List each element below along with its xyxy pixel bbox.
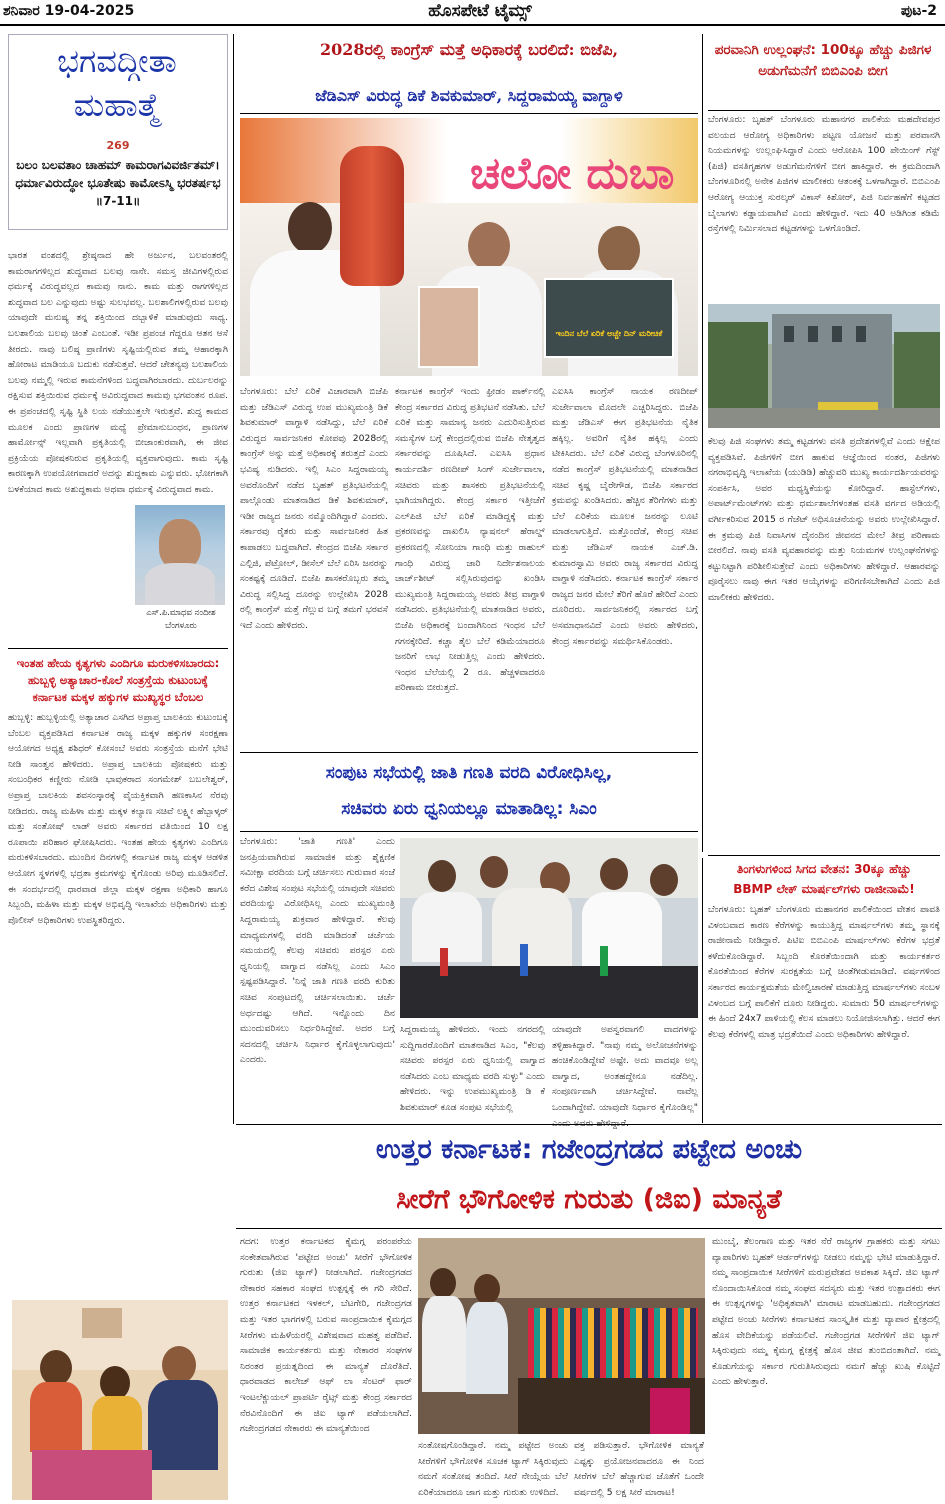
lead-column-3: ಎಐಸಿಸಿ ಕಾಂಗ್ರೆಸ್ ನಾಯಕ ರಣದೀಪ್ ಸುರ್ಜೇವಾಲಾ ಮೊದಲೇ ಎಚ್ಚರಿಸಿದ್ದರು. ಬಿಜೆಪಿ ಮತ್ತು ಜೆಡಿಎಸ್ ಈಗ ಪ್ರತಿಭಟನೆಯ ನೈತಿಕ ಹಕ್ಕಿಲ್ಲ. ಅವರಿಗೆ ನೈತಿಕ ಹಕ್ಕಿಲ್ಲ ಎಂದು ಟೀಕಿಸಿದರು. ಬೆಲೆ ಏರಿಕೆ ವಿರುದ್ಧ ಬೆಂಗಳೂರಿನಲ್ಲಿ ನಡೆದ ಕಾಂಗ್ರೆಸ್ ಪ್ರತಿಭಟನೆಯಲ್ಲಿ ಮಾತನಾಡಿದ ಸಚಿವ ಕೃಷ್ಣ ಬೈರೇಗೌಡ, ಬಿಜೆಪಿ ಸರ್ಕಾರದ ಕ್ರಮವನ್ನು ಖಂಡಿಸಿದರು. ಹೆಚ್ಚಿನ ತೆರಿಗೆಗಳು ಮತ್ತು ಬೆಲೆ ಏರಿಕೆಯ ಮೂಲಕ ಜನರನ್ನು ಲೂಟಿ ಮಾಡಲಾಗುತ್ತಿದೆ. ಮತ್ತೊಂದೆಡೆ, ಕೇಂದ್ರ ಸಚಿವ ಮತ್ತು ಜೆಡಿಎಸ್ ನಾಯಕ ಎಚ್.ಡಿ. ಕುಮಾರಸ್ವಾಮಿ ಅವರು ರಾಜ್ಯ ಸರ್ಕಾರದ ವಿರುದ್ಧ ವಾಗ್ದಾಳಿ ನಡೆಸಿದರು. ಕರ್ನಾಟಕ ಕಾಂಗ್ರೆಸ್ ಸರ್ಕಾರ ರಾಜ್ಯದ ಜನರ ಮೇಲೆ ತೆರಿಗೆ ಹೊರೆ ಹೇರಿದೆ ಎಂದು ದೂರಿದರು. ಸಾರ್ವಜನಿಕರಲ್ಲಿ ಸರ್ಕಾರದ ಬಗ್ಗೆ ಅಸಮಾಧಾನವಿದೆ ಎಂದು ಅವರು ಹೇಳಿದರು, ಕೇಂದ್ರ ಸರ್ಕಾರವನ್ನು ಸಮರ್ಥಿಸಿಕೊಂಡರು. <box>552 386 701 647</box>
bbmp-building-photo <box>708 304 940 428</box>
child-story-body: ಹುಬ್ಬಳ್ಳಿ: ಹುಬ್ಬಳ್ಳಿಯಲ್ಲಿ ಅತ್ಯಾಚಾರ ಎಸಗಿದ ಅಪ್ರಾಪ್ತ ಬಾಲಕಿಯ ಕುಟುಂಬಕ್ಕೆ ಬೆಂಬಲ ವ್ಯಕ್ತಪಡಿಸಿದ ಕರ್ನಾಟಕ ರಾಜ್ಯ ಮಕ್ಕಳ ಹಕ್ಕುಗಳ ಸಂರಕ್ಷಣಾ ಆಯೋಗದ ಅಧ್ಯಕ್ಷ ಶಶಿಧರ್ ಕೋಸಂಬೆ ಅವರು ಸಂತ್ರಸ್ತೆಯ ಮನೆಗೆ ಭೇಟಿ ನೀಡಿ ಸಾಂತ್ವನ ಹೇಳಿದರು. ಅಪ್ರಾಪ್ತ ಬಾಲಕಿಯ ಪೋಷಕರು ಮತ್ತು ಸಂಬಂಧಿಕರ ಕಣ್ಣೀರು ನೋಡಿ ಭಾವುಕರಾದ ಸಂಗಮೇಶ್ ಬಬಲೇಶ್ವರ್, ಅಪ್ರಾಪ್ತ ಬಾಲಕಿಯ ಶವಸಂಸ್ಕಾರಕ್ಕೆ ವೈಯಕ್ತಿಕವಾಗಿ ಹಣಕಾಸಿನ ನೆರವು ನೀಡಿದರು. ರಾಜ್ಯ ಮಹಿಳಾ ಮತ್ತು ಮಕ್ಕಳ ಕಲ್ಯಾಣ ಸಚಿವೆ ಲಕ್ಷ್ಮೀ ಹೆಬ್ಬಾಳ್ಕರ್ ಮತ್ತು ಸಂತೋಷ್ ಲಾಡ್ ಅವರು ಸರ್ಕಾರದ ವತಿಯಿಂದ 10 ಲಕ್ಷ ರೂಪಾಯಿ ಪರಿಹಾರ ಘೋಷಿಸಿದರು. ಇಂತಹ ಹೇಯ ಕೃತ್ಯಗಳು ಎಂದಿಗೂ ಮರುಕಳಿಸಬಾರದು. ಮುಂದಿನ ದಿನಗಳಲ್ಲಿ ಕರ್ನಾಟಕ ರಾಜ್ಯ ಮಕ್ಕಳ ಆಡಳಿತ ಆಯೋಗ ಸ್ಥಳಗಳಲ್ಲಿ ಭದ್ರತಾ ಕ್ರಮಗಳನ್ನು ಕೈಗೊಂಡು ಅರಿವು ಮೂಡಿಸಲಿದೆ. ಈ ಸಂದರ್ಭದಲ್ಲಿ ಧಾರವಾಡ ಜಿಲ್ಲಾ ಮಕ್ಕಳ ರಕ್ಷಣಾ ಅಧಿಕಾರಿ ಹಾಗೂ ಸಿಬ್ಬಂದಿ, ಮಹಿಳಾ ಮತ್ತು ಮಕ್ಕಳ ಅಭಿವೃದ್ಧಿ ಇಲಾಖೆಯ ಅಧಿಕಾರಿಗಳು ಮತ್ತು ಪೊಲೀಸ್ ಅಧಿಕಾರಿಗಳು ಉಪಸ್ಥಿತರಿದ್ದರು. <box>8 712 231 926</box>
saree-column-left: ಗದಗ: ಉತ್ತರ ಕರ್ನಾಟಕದ ಕೈಮಗ್ಗ ಪರಂಪರೆಯ ಸಂಕೇತವಾಗಿರುವ 'ಪಟ್ಟೇದ ಅಂಚು' ಸೀರೆಗೆ ಭೌಗೋಳಿಕ ಗುರುತು (ಜಿಐ ಟ್ಯಾಗ್) ನೀಡಲಾಗಿದೆ. ಗಜೇಂದ್ರಗಡದ ನೇಕಾರರ ಸಹಕಾರ ಸಂಘದ ಉತ್ಪನ್ನಕ್ಕೆ ಈ ಗರಿ ಸೇರಿದೆ. ಉತ್ತರ ಕರ್ನಾಟಕದ ಇಳಕಲ್, ಬೆಟಗೇರಿ, ಗಜೇಂದ್ರಗಡ ಮತ್ತು ಇತರ ಭಾಗಗಳಲ್ಲಿ ಬರುವ ಸಾಂಪ್ರದಾಯಿಕ ಕೈಮಗ್ಗದ ಸೀರೆಗಳು ಮಹಿಳೆಯರಲ್ಲಿ ವಿಶೇಷವಾದ ಮಹತ್ವ ಪಡೆದಿವೆ. ಸಾಮಾಜಿಕ ಕಾರ್ಯಕರ್ತರು ಮತ್ತು ನೇಕಾರರ ಸಂಘಗಳ ನಿರಂತರ ಪ್ರಯತ್ನದಿಂದ ಈ ಮಾನ್ಯತೆ ದೊರೆತಿದೆ. ಧಾರವಾಡದ ಕಾಲೇಜ್ ಆಫ್ ಲಾ ಸೆಂಟರ್ ಫಾರ್ ಇಂಟಲೆಕ್ಚುಯಲ್ ಪ್ರಾಪರ್ಟಿ ರೈಟ್ಸ್ ಮತ್ತು ಕೇಂದ್ರ ಸರ್ಕಾರದ ನೆರವಿನೊಂದಿಗೆ ಈ ಜಿಐ ಟ್ಯಾಗ್ ಪಡೆಯಲಾಗಿದೆ. ಗಜೇಂದ್ರಗಡದ ನೇಕಾರರು ಈ ಮಾನ್ಯತೆಯಿಂದ <box>240 1236 415 1435</box>
issue-date: ಶನಿವಾರ 19-04-2025 <box>3 3 135 19</box>
saree-column-mid-2: ವಕ್ತ ಪಡಿಸುತ್ತಾರೆ. ಭೌಗೋಳಿಕ ಮಾನ್ಯತೆ ಎಷ್ಟಕ್ಕು ಪ್ರಯೋಜನವಾದರೂ ಈ ನಿಂದ ಸೀರೆಗಳ ಬೆಲೆ ಹೆಚ್ಚಾಗುವ ಜೊತೆಗೆ ಒಂದೇ ವರ್ಷದಲ್ಲಿ 5 ಲಕ್ಷ ಸೀರೆ ಮಾರಾಟ! <box>574 1440 707 1498</box>
saree-headline-2: ಸೀರೆಗೆ ಭೌಗೋಳಿಕ ಗುರುತು (ಜಿಐ) ಮಾನ್ಯತೆ <box>396 1184 782 1215</box>
lead-photo <box>240 118 698 376</box>
child-story-headline: ಇಂತಹ ಹೇಯ ಕೃತ್ಯಗಳು ಎಂದಿಗೂ ಮರುಕಳಿಸಬಾರದು: ಹುಬ್ಬಳ್ಳಿ ಅತ್ಯಾಚಾರ-ಕೊಲೆ ಸಂತ್ರಸ್ತೆಯ ಕುಟುಂಬಕ್ಕೆ ಕರ್ನಾಟಕ ಮಕ್ಕಳ ಹಕ್ಕುಗಳ ಮುಖ್ಯಸ್ಥರ ಬೆಂಬಲ <box>16 656 220 704</box>
salary-body: ಬೆಂಗಳೂರು: ಬೃಹತ್ ಬೆಂಗಳೂರು ಮಹಾನಗರ ಪಾಲಿಕೆಯಿಂದ ವೇತನ ಪಾವತಿ ವಿಳಂಬವಾದ ಕಾರಣ ಕೆರೆಗಳನ್ನು ಕಾಯುತ್ತಿದ್ದ ಮಾರ್ಷಲ್‌ಗಳು ತಮ್ಮ ಸ್ಥಾನಕ್ಕೆ ರಾಜೀನಾಮೆ ನೀಡಿದ್ದಾರೆ. ಪಿಟಿಐ ಬಿಬಿಎಂಪಿ ಮಾರ್ಷಲ್‌ಗಳು ಕೆರೆಗಳ ಭದ್ರತೆ ಕಳೆದುಕೊಂಡಿದ್ದಾರೆ. ಸಿಬ್ಬಂದಿ ಕೊರತೆಯಿಂದಾಗಿ ಮತ್ತು ಕಾರ್ಯಕರ್ತರ ಕೊರತೆಯಿಂದ ಕೆರೆಗಳ ಸುರಕ್ಷತೆಯ ಬಗ್ಗೆ ಚಿಂತೆಗೀಡುಮಾಡಿದೆ. ವರ್ಷಗಳಿಂದ ಸರ್ಕಾರದ ಕಾರ್ಯಕ್ಷಮತೆಯ ಮೇಲ್ವಿಚಾರಣೆ ಮಾಡುತ್ತಿದ್ದ ಮಾರ್ಷಲ್‌ಗಳು ಸಂಬಳ ವಿಳಂಬದ ಬಗ್ಗೆ ಪಾಲಿಕೆಗೆ ದೂರು ನೀಡಿದ್ದರು. ಸುಮಾರು 50 ಮಾರ್ಷಲ್‌ಗಳನ್ನು ಈ ಹಿಂದೆ 24x7 ಪಾಳಿಯಲ್ಲಿ ಕೆಲಸ ಮಾಡಲು ನಿಯೋಜಿಸಲಾಗಿತ್ತು. ಆದರೆ ಈಗ ಕೆಲವು ಕೆರೆಗಳಲ್ಲಿ ಮಾತ್ರ ಭದ್ರತೆಯಿದೆ ಎಂದು ಅಧಿಕಾರಿಗಳು ಹೇಳಿದ್ದಾರೆ. <box>708 904 943 1040</box>
gita-verse: ಬಲಂ ಬಲವತಾಂ ಚಾಹಮ್ ಕಾಮರಾಗವಿವರ್ಜಿತಮ್। ಧರ್ಮಾವಿರುದ್ಧೋ ಭೂತೇಷು ಕಾಮೋಽಸ್ಮಿ ಭರತರ್ಷಭ ॥7-11॥ <box>15 158 221 208</box>
author-name: ಎಸ್.ಪಿ.ಮಾಧವ ನಂದೀಶ <box>146 608 216 618</box>
saree-column-right: ಮುಂಬೈ, ತೆಲಂಗಾಣ ಮತ್ತು ಇತರ ನೆರೆ ರಾಜ್ಯಗಳ ಗ್ರಾಹಕರು ಮತ್ತು ಸಗಟು ವ್ಯಾಪಾರಿಗಳು ಬೃಹತ್ ಆರ್ಡರ್‌ಗಳನ್ನು ನೀಡಲು ನಮ್ಮನ್ನು ಭೇಟಿ ಮಾಡುತ್ತಿದ್ದಾರೆ. ನಮ್ಮ ಸಾಂಪ್ರದಾಯಿಕ ಸೀರೆಗಳಿಗೆ ಮರುಪ್ರವೇಶದ ಅವಕಾಶ ಸಿಕ್ಕಿದೆ. ಜಿಐ ಟ್ಯಾಗ್ ನೊಂದಾಯಿಸಿಕೊಂಡ ನಮ್ಮ ಸಂಘದ ಸದಸ್ಯರು ಮತ್ತು ಇತರ ಉತ್ಪಾದಕರು ಈಗ ಈ ಉತ್ಪನ್ನಗಳನ್ನು 'ಅಧಿಕೃತವಾಗಿ' ಮಾರಾಟ ಮಾಡಬಹುದು. ಗಜೇಂದ್ರಗಡದ ಪಟ್ಟೇದ ಅಂಚು ಸೀರೆಗಳು ಕರ್ನಾಟಕದ ಸಾಂಸ್ಕೃತಿಕ ಮತ್ತು ವ್ಯಾಪಾರ ಕ್ಷೇತ್ರದಲ್ಲಿ ಹೊಸ ವೇದಿಕೆಯನ್ನು ಪಡೆಯಲಿವೆ. ಗಜೇಂದ್ರಗಡ ಸೀರೆಗಳಿಗೆ ಜಿಐ ಟ್ಯಾಗ್ ಸಿಕ್ಕಿರುವುದು ನಮ್ಮ ಕೈಮಗ್ಗ ಕ್ಷೇತ್ರಕ್ಕೆ ಹೊಸ ಜೀವ ತುಂಬಿದಂತಾಗಿದೆ. ನಮ್ಮ ಕೊಡುಗೆಯನ್ನು ಸರ್ಕಾರ ಗುರುತಿಸಿರುವುದು ನಮಗೆ ಹೆಚ್ಚು ಖುಷಿ ಕೊಟ್ಟಿದೆ ಎಂದು ಹೇಳುತ್ತಾರೆ. <box>712 1236 943 1388</box>
gita-title: ಭಗವದ್ಗೀತಾ ಮಹಾತ್ಮೆ <box>57 42 177 124</box>
salary-headline-1: ತಿಂಗಳುಗಳಿಂದ ಸಿಗದ ವೇತನ: 30ಕ್ಕೂ ಹೆಚ್ಚು <box>736 862 912 876</box>
lead-headline-1: 2028ರಲ್ಲಿ ಕಾಂಗ್ರೆಸ್ ಮತ್ತೆ ಅಧಿಕಾರಕ್ಕೆ ಬರಲಿದೆ: ಬಿಜೆಪಿ, <box>319 40 619 59</box>
salary-headline-2: BBMP ಲೇಕ್ ಮಾರ್ಷಲ್‌ಗಳು ರಾಜೀನಾಮೆ! <box>733 882 915 896</box>
saree-column-mid: ಸಂತೋಷಗೊಂಡಿದ್ದಾರೆ. ನಮ್ಮ ಪಟ್ಟೇದ ಅಂಚು ಸೀರೆಗಳಿಗೆ ಭೌಗೋಳಿಕ ಸೂಚಕ ಟ್ಯಾಗ್ ಸಿಕ್ಕಿರುವುದು ನಮಗೆ ಸಂತೋಷ ತಂದಿದೆ. ಸೀರೆ ನೇಯ್ಗೆಯ ಬೆಲೆ ಏರಿಕೆಯಾದರೂ ಜಾಗ ಮತ್ತು ಗುರುತು ಉಳಿದಿದೆ. <box>418 1440 571 1498</box>
gita-body: ಭಾರತ ವಂಶದಲ್ಲಿ ಶ್ರೇಷ್ಠನಾದ ಹೇ ಅರ್ಜುನ, ಬಲವಂತರಲ್ಲಿ ಕಾಮರಾಗಗಳಿಲ್ಲದ ಶುದ್ಧವಾದ ಬಲವು ನಾನೇ. ಸಮಸ್ತ ಜೀವಿಗಳಲ್ಲಿರುವ ಧರ್ಮಕ್ಕೆ ವಿರುದ್ಧವಲ್ಲದ ಕಾಮವು ನಾನು. ಕಾಮ ಮತ್ತು ರಾಗಗಳಿಲ್ಲದ ಶುದ್ಧವಾದ ಬಲ ಎನ್ನುವುದು ಅಷ್ಟು ಸುಲಭವಲ್ಲ. ಬಲಶಾಲಿಗಳಲ್ಲಿರುವ ಬಲವು ಯಾವುದೇ ಮನುಷ್ಯ ತನ್ನ ಶಕ್ತಿಯಿಂದ ದಬ್ಬಾಳಿಕೆ ಮಾಡುವುದು ಸಾಧ್ಯ. ಬಲಶಾಲಿಯ ಬಲವು ಚಿಂತೆ ಎಂಬಂತೆ. ಇಡೀ ಪ್ರಪಂಚ ಗೆದ್ದರೂ ಆತನ ಆಸೆ ತೀರದು. ನಾವು ಬಲಿಷ್ಠ ಪ್ರಾಣಿಗಳು ಸೃಷ್ಟಿಯಲ್ಲಿರುವ ತಮ್ಮ ಆಹಾರಕ್ಕಾಗಿ ಹೋರಾಟ ಮಾಡಿಯೂ ಬದುಕು ನಡೆಸುತ್ತವೆ. ಆದರೆ ಚೇತನ್ಯವು ಬಲಶಾಲಿಯ ಬಲವು ನಮ್ಮಲ್ಲಿ ಇರುವ ಕಾಮನೆಗಳಿಂದ ಬದ್ಧವಾಗಿರಬಾರದು. ದುರ್ಬಲರನ್ನು ರಕ್ಷಿಸುವ ಶಕ್ತಿಯಿರುವ ಧರ್ಮಕ್ಕೆ ಅವಿರುದ್ಧವಾದ ಕಾಮವು ಭಗವಂತನ ರೂಪ. ಈ ಪ್ರಪಂಚದಲ್ಲಿ ಸೃಷ್ಟಿ ಸ್ಥಿತಿ ಲಯ ನಡೆಯುತ್ತಲೇ ಇರುತ್ತವೆ. ಶುದ್ಧ ಕಾಮದ ಮೂಲಕ ಎಂದು ಪ್ರಾಣಗಳ ಮಧ್ಯೆ ಪ್ರೇಮಾನುಬಂಧನ, ಪ್ರಾಣಗಳ ಹಾರ್ಮೋನ್ಸ್ ಇಲ್ಲವಾಗಿ ಪ್ರಕೃತಿಯಲ್ಲಿ ಬೀಜಾಂಕುರವಾಗಿ, ಈ ಜೀವ ಪ್ರಕ್ರಿಯೆಯ ಪೋಷಕನಿರುವ ಪ್ರಕೃತಿಯಲ್ಲಿ ವ್ಯಕ್ತವಾಗುವುದು. ಕಾಮ ಸೃಷ್ಟಿ ಕಾರಣಕ್ಕಾಗಿ ಉಪಯೋಗವಾದರೆ ಅದನ್ನು ಶುದ್ಧಕಾಮ ಎನ್ನುವರು. ಭೋಗಕಾಗಿ ಬಳಕೆಯಾದ ಕಾಮ ಅಶುದ್ಧಕಾಮ ಅಥವಾ ಧರ್ಮಕ್ಕೆ ವಿರುದ್ಧವಾದ ಕಾಮ. <box>8 250 231 495</box>
saree-loom-photo <box>418 1238 705 1434</box>
child-story-photo <box>12 1300 228 1500</box>
bbmp-body-bottom: ಕೆಲವು ಪಿಜಿ ಸಂಘಗಳು ತಮ್ಮ ಕಟ್ಟಡಗಳು ವಸತಿ ಪ್ರದೇಶಗಳಲ್ಲಿವೆ ಎಂದು ಆಕ್ಷೇಪ ವ್ಯಕ್ತಪಡಿಸಿವೆ. ಪಿಜಿಗಳಿಗೆ ಬೀಗ ಹಾಕುವ ಆಜ್ಞೆಯಿಂದ ನಂತರ, ಪಿಜಿಗಳು ನಗರಾಭಿವೃದ್ಧಿ ಇಲಾಖೆಯ (ಯುಡಿಡಿ) ಹೆಚ್ಚುವರಿ ಮುಖ್ಯ ಕಾರ್ಯದರ್ಶಿಯವರನ್ನು ಸಂಪರ್ಕಿಸಿ, ಅವರ ಮಧ್ಯಸ್ಥಿಕೆಯನ್ನು ಕೋರಿದ್ದಾರೆ. ಹಾಸ್ಟೆಲ್‌ಗಳು, ಅಪಾರ್ಟ್‌ಮೆಂಟ್‌ಗಳು ಮತ್ತು ಧರ್ಮಶಾಲೆಗಳಂತಹ ವಸತಿ ವರ್ಗದ ಅಡಿಯಲ್ಲಿ ವರ್ಗೀಕರಿಸುವ 2015 ರ ಗೆಜೆಟ್ ಅಧಿಸೂಚನೆಯನ್ನು ಅವರು ಉಲ್ಲೇಖಿಸಿದ್ದಾರೆ. ಈ ಕ್ರಮವು ಪಿಜಿ ನಿವಾಸಿಗಳ ದೈನಂದಿನ ಜೀವನದ ಮೇಲೆ ತೀವ್ರ ಪರಿಣಾಮ ಬೀರಲಿದೆ. ನಾವು ವಸತಿ ವ್ಯವಹಾರವನ್ನು ಮತ್ತು ನಿಯಮಗಳ ಉಲ್ಲಂಘನೆಗಳನ್ನು ಕಟ್ಟುನಿಟ್ಟಾಗಿ ಪರಿಶೀಲಿಸುತ್ತೇವೆ ಎಂದು ಅಧಿಕಾರಿಗಳು ಹೇಳಿದ್ದಾರೆ. ಆಹಾರವನ್ನು ಪೂರೈಸಲು ನಾವು ಈಗ ಇತರ ಆಯ್ಕೆಗಳನ್ನು ಪರಿಗಣಿಸಬೇಕಾಗಿದೆ ಎಂದು ಪಿಜಿ ಮಾಲೀಕರು ಹೇಳಿದರು. <box>708 436 943 603</box>
saree-headline-1: ಉತ್ತರ ಕರ್ನಾಟಕ: ಗಜೇಂದ್ರಗಡದ ಪಟ್ಟೇದ ಅಂಚು <box>375 1134 803 1165</box>
cabinet-column-mid: ಸಿದ್ದರಾಮಯ್ಯ ಹೇಳಿದರು. ಇಂದು ನಗರದಲ್ಲಿ ಸುದ್ದಿಗಾರರೊಂದಿಗೆ ಮಾತನಾಡಿದ ಸಿಎಂ, "ಕೆಲವು ಸಚಿವರು ಪರಸ್ಪರ ಏರು ಧ್ವನಿಯಲ್ಲಿ ವಾಗ್ವಾದ ನಡೆಸಿದರು ಎಂಬ ಮಾಧ್ಯಮ ವರದಿ ಸುಳ್ಳು" ಎಂದು ಹೇಳಿದರು. ಇನ್ನು ಉಪಮುಖ್ಯಮಂತ್ರಿ ಡಿ ಕೆ ಶಿವಕುಮಾರ್ ಕೂಡ ಸಂಪುಟ ಸಭೆಯಲ್ಲಿ <box>400 1024 548 1113</box>
cabinet-photo <box>400 838 698 1018</box>
bbmp-body-top: ಬೆಂಗಳೂರು: ಬೃಹತ್ ಬೆಂಗಳೂರು ಮಹಾನಗರ ಪಾಲಿಕೆಯ ಮಹದೇವಪುರ ವಲಯದ ಆರೋಗ್ಯ ಅಧಿಕಾರಿಗಳು ಪಟ್ಟಣ ಯೋಜನೆ ಮತ್ತು ಪರವಾನಗಿ ನಿಯಮಗಳನ್ನು ಉಲ್ಲಂಘಿಸಿದ್ದಾರೆ ಎಂದು ಆರೋಪಿಸಿ 100 ಪೇಯಿಂಗ್ ಗೆಸ್ಟ್ (ಪಿಜಿ) ವಸತಿಗೃಹಗಳ ಅಡುಗೆಮನೆಗಳಿಗೆ ಬೀಗ ಹಾಕಿದ್ದಾರೆ. ಈ ಕ್ರಮದಿಂದಾಗಿ ಬೆಂಗಳೂರಿನಲ್ಲಿ ಅನೇಕ ಪಿಜಿಗಳ ಮಾಲೀಕರು ಆತಂಕಕ್ಕೆ ಒಳಗಾಗಿದ್ದಾರೆ. ಬಿಬಿಎಂಪಿ ಆರೋಗ್ಯ ಆಯುಕ್ತ ಸುರಲ್ಕರ್ ವಿಕಾಸ್ ಕಿಶೋರ್, ಪಿಜಿ ನಿರ್ವಹಣೆಗೆ ಕಟ್ಟಡದ ಬೈಲಾಗಳು ಕಡ್ಡಾಯವಾಗಿವೆ ಎಂದು ಹೇಳಿದ್ದಾರೆ. ಇದು 40 ಅಡಿಗಿಂತ ಕಡಿಮೆ ರಸ್ತೆಗಳಲ್ಲಿ ನಿರ್ಮಿಸಲಾದ ಕಟ್ಟಡಗಳನ್ನು ಒಳಗೊಂಡಿದೆ. <box>708 114 943 235</box>
gas-cylinder <box>340 146 404 286</box>
lead-headline-2: ಜೆಡಿಎಸ್ ವಿರುದ್ಧ ಡಿಕೆ ಶಿವಕುಮಾರ್, ಸಿದ್ದರಾಮಯ್ಯ ವಾಗ್ದಾಳಿ <box>315 86 623 105</box>
cabinet-column-left: ಬೆಂಗಳೂರು: 'ಜಾತಿ ಗಣತಿ' ಎಂದು ಜನಪ್ರಿಯವಾಗಿರುವ ಸಾಮಾಜಿಕ ಮತ್ತು ಶೈಕ್ಷಣಿಕ ಸಮೀಕ್ಷಾ ವರದಿಯ ಬಗ್ಗೆ ಚರ್ಚಿಸಲು ಗುರುವಾರ ಸಂಜೆ ಕರೆದ ವಿಶೇಷ ಸಂಪುಟ ಸಭೆಯಲ್ಲಿ ಯಾವುದೇ ಸಚಿವರು ವರದಿಯನ್ನು ವಿರೋಧಿಸಿಲ್ಲ ಎಂದು ಮುಖ್ಯಮಂತ್ರಿ ಸಿದ್ದರಾಮಯ್ಯ ಶುಕ್ರವಾರ ಹೇಳಿದ್ದಾರೆ. ಕೆಲವು ಮಾಧ್ಯಮಗಳಲ್ಲಿ ವರದಿ ಮಾಡಿದಂತೆ ಚರ್ಚೆಯ ಸಮಯದಲ್ಲಿ ಕೆಲವು ಸಚಿವರು ಪರಸ್ಪರ ಏರು ಧ್ವನಿಯಲ್ಲಿ ವಾಗ್ವಾದ ನಡೆಸಿಲ್ಲ ಎಂದು ಸಿಎಂ ಸ್ಪಷ್ಟಪಡಿಸಿದ್ದಾರೆ. 'ನಿನ್ನೆ ಜಾತಿ ಗಣತಿ ವರದಿ ಕುರಿತು ಸಚಿವ ಸಂಪುಟದಲ್ಲಿ ಚರ್ಚಿಸಲಾಯಿತು. ಚರ್ಚೆ ಅರ್ಧದಷ್ಟು ಆಗಿದೆ. ಇನ್ನೊಂದು ದಿನ ಮುಂದುವರಿಸಲು ನಿರ್ಧರಿಸಿದ್ದೇವೆ. ಅದರ ಬಗ್ಗೆ ಸದನದಲ್ಲಿ ಚರ್ಚಿಸಿ ನಿರ್ಧಾರ ಕೈಗೊಳ್ಳಲಾಗುವುದು' ಎಂದರು. <box>240 836 398 1066</box>
placard-text: ಇಂದಿನ ಬೆಲೆ ಏರಿಕೆ ಅಚ್ಚೇ ದಿನ್ ಮರೀಚಿಕೆ <box>555 329 663 338</box>
lead-column-1: ಬೆಂಗಳೂರು: ಬೆಲೆ ಏರಿಕೆ ವಿಚಾರವಾಗಿ ಬಿಜೆಪಿ ಮತ್ತು ಜೆಡಿಎಸ್ ವಿರುದ್ಧ ಉಪ ಮುಖ್ಯಮಂತ್ರಿ ಡಿಕೆ ಶಿವಕುಮಾರ್ ವಾಗ್ದಾಳಿ ನಡೆಸಿದ್ದು, ಬೆಲೆ ಏರಿಕೆ ವಿರುದ್ಧದ ಸಾರ್ವಜನಿಕರ ಕೋಪವು 2028ರಲ್ಲಿ ಕಾಂಗ್ರೆಸ್ ಅನ್ನು ಮತ್ತೆ ಅಧಿಕಾರಕ್ಕೆ ತರುತ್ತದೆ ಎಂದು ಭವಿಷ್ಯ ನುಡಿದರು. ಇಲ್ಲಿ ಸಿಎಂ ಸಿದ್ದರಾಮಯ್ಯ ಅವರೊಂದಿಗೆ ನಡೆದ ಬೃಹತ್ ಪ್ರತಿಭಟನೆಯಲ್ಲಿ ಪಾಲ್ಗೊಂಡು ಮಾತನಾಡಿದ ಡಿಕೆ ಶಿವಕುಮಾರ್, ಇಡೀ ರಾಜ್ಯದ ಜನರು ನಮ್ಮೊಂದಿಗಿದ್ದಾರೆ ಎಂದರು. ಸರ್ಕಾರವು ರೈತರು ಮತ್ತು ಸಾರ್ವಜನಿಕರ ಹಿತ ಕಾಪಾಡಲು ಬದ್ಧವಾಗಿದೆ. ಕೇಂದ್ರದ ಬಿಜೆಪಿ ಸರ್ಕಾರ ಎಲ್ಪಿಜಿ, ಪೆಟ್ರೋಲ್, ಡೀಸೆಲ್ ಬೆಲೆ ಏರಿಸಿ ಜನರನ್ನು ಸಂಕಷ್ಟಕ್ಕೆ ದೂಡಿದೆ. ಬಿಜೆಪಿ ಶಾಸಕರೊಬ್ಬರು ತಮ್ಮ ವಿರುದ್ಧ ಸಲ್ಲಿಸಿದ್ದ ದೂರನ್ನು ಉಲ್ಲೇಖಿಸಿ 2028 ರಲ್ಲಿ ಕಾಂಗ್ರೆಸ್ ಮತ್ತೆ ಗೆಲ್ಲುವ ಬಗ್ಗೆ ತಮಗೆ ಭರವಸೆ ಇದೆ ಎಂದು ಹೇಳಿದರು. <box>240 386 391 631</box>
masthead <box>0 0 945 24</box>
photo-banner-text: ಚಲೋ ದುಬಾ <box>470 148 675 199</box>
cabinet-column-right: ಯಾವುದೇ ಅಪಸ್ವರವಾಗಲಿ ವಾದಗಳನ್ನು ತಳ್ಳಿಹಾಕಿದ್ದಾರೆ. "ನಾವು ನಮ್ಮ ಅಲೋಚನೆಗಳನ್ನು ಹಂಚಿಕೊಂಡಿದ್ದೇವೆ ಅಷ್ಟೇ. ಅದು ವಾದವೂ ಅಲ್ಲ ವಾಗ್ವಾದ, ಅಂತಹದ್ದೇನೂ ನಡೆದಿಲ್ಲ. ಸಂಪೂರ್ಣವಾಗಿ ಚರ್ಚಿಸಿದ್ದೇವೆ. ನಾವೆಲ್ಲ ಒಂದಾಗಿದ್ದೇವೆ. ಯಾವುದೇ ನಿರ್ಧಾರ ಕೈಗೊಂಡಿಲ್ಲ" <box>552 1024 698 1113</box>
paper-name: ಹೊಸಪೇಟೆ ಟೈಮ್ಸ್ <box>428 1 532 21</box>
author-photo <box>135 505 225 605</box>
cabinet-headline-1: ಸಂಪುಟ ಸಭೆಯಲ್ಲಿ ಜಾತಿ ಗಣತಿ ವರದಿ ವಿರೋಧಿಸಿಲ್ಲ, <box>325 763 613 783</box>
cabinet-headline-2: ಸಚಿವರು ಏರು ಧ್ವನಿಯಲ್ಲೂ ಮಾತಾಡಿಲ್ಲ: ಸಿಎಂ <box>341 799 597 819</box>
lead-column-2: ಕರ್ನಾಟಕ ಕಾಂಗ್ರೆಸ್ ಇಂದು ಫ್ರೀಡಂ ಪಾರ್ಕ್‌ನಲ್ಲಿ ಕೇಂದ್ರ ಸರ್ಕಾರದ ವಿರುದ್ಧ ಪ್ರತಿಭಟನೆ ನಡೆಸಿತು. ಬೆಲೆ ಏರಿಕೆ ಮತ್ತು ಸಾಮಾನ್ಯ ಜನರು ಎದುರಿಸುತ್ತಿರುವ ಸಮಸ್ಯೆಗಳ ಬಗ್ಗೆ ಕೇಂದ್ರದಲ್ಲಿರುವ ಬಿಜೆಪಿ ನೇತೃತ್ವದ ಸರ್ಕಾರವನ್ನು ದೂಷಿಸಿದೆ. ಎಐಸಿಸಿ ಪ್ರಧಾನ ಕಾರ್ಯದರ್ಶಿ ರಣದೀಪ್ ಸಿಂಗ್ ಸುರ್ಜೇವಾಲಾ, ಸಚಿವರು ಮತ್ತು ಶಾಸಕರು ಪ್ರತಿಭಟನೆಯಲ್ಲಿ ಭಾಗಿಯಾಗಿದ್ದರು. ಕೇಂದ್ರ ಸರ್ಕಾರ ಇತ್ತೀಚೆಗೆ ಎಲ್‌ಪಿಜಿ ಬೆಲೆ ಏರಿಕೆ ಮಾಡಿದ್ದಕ್ಕೆ ಮತ್ತು ಪ್ರಕರಣವನ್ನು ದಾಖಲಿಸಿ ನ್ಯಾಷನಲ್ ಹೆರಾಲ್ಡ್ ಪ್ರಕರಣದಲ್ಲಿ ಸೋನಿಯಾ ಗಾಂಧಿ ಮತ್ತು ರಾಹುಲ್ ಗಾಂಧಿ ವಿರುದ್ಧ ಜಾರಿ ನಿರ್ದೇಶನಾಲಯ ಚಾರ್ಜ್‌ಶೀಟ್ ಸಲ್ಲಿಸಿರುವುದನ್ನು ಖಂಡಿಸಿ ಮುಖ್ಯಮಂತ್ರಿ ಸಿದ್ದರಾಮಯ್ಯ ಅವರು ತೀವ್ರ ವಾಗ್ದಾಳಿ ನಡೆಸಿದರು. ಪ್ರತಿಭಟನೆಯಲ್ಲಿ ಮಾತನಾಡಿದ ಅವರು, ಬಿಜೆಪಿ ಅಧಿಕಾರಕ್ಕೆ ಬಂದಾಗಿನಿಂದ ಇಂಧನ ಬೆಲೆ ಗಗನಕ್ಕೇರಿದೆ. ಕಚ್ಚಾ ತೈಲ ಬೆಲೆ ಕಡಿಮೆಯಾದರೂ ಜನರಿಗೆ ಲಾಭ ನೀಡುತ್ತಿಲ್ಲ ಎಂದು ಹೇಳಿದರು. ಇಂಧನ ಬೆಲೆಯಲ್ಲಿ 2 ರೂ. ಹೆಚ್ಚಳವಾದರೂ ಪರಿಣಾಮ ಬೀರುತ್ತದೆ. <box>395 386 548 694</box>
bbmp-headline: ಪರವಾನಿಗಿ ಉಲ್ಲಂಘನೆ: 100ಕ್ಕೂ ಹೆಚ್ಚು ಪಿಜಿಗಳ ಅಡುಗೆಮನೆಗೆ ಬಿಬಿಎಂಪಿ ಬೀಗ <box>714 42 932 79</box>
page-number: ಪುಟ-2 <box>900 3 937 19</box>
author-city: ಬೆಂಗಳೂರು <box>165 621 197 631</box>
gita-number: 269 <box>106 139 130 152</box>
